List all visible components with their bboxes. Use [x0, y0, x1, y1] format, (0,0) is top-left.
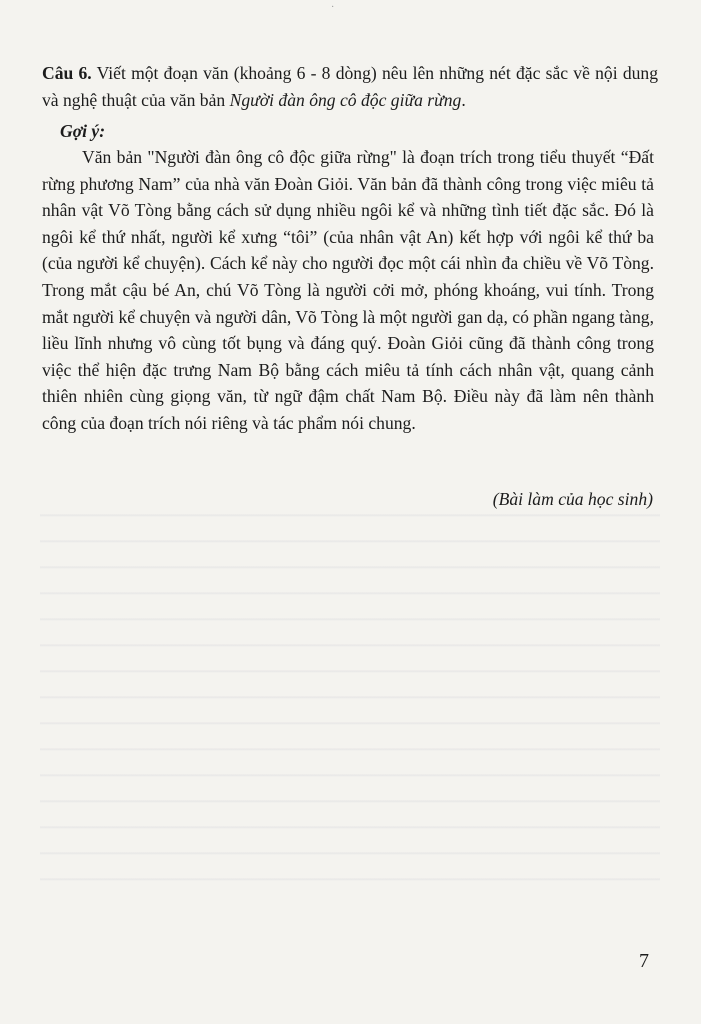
- question-text-start: Viết một đoạn văn (khoảng 6 - 8 dòng) nêu lên những nét đặc sắc về nội dung và nghệ thuật của văn bản: [42, 63, 659, 110]
- signature: (Bài làm của học sinh): [492, 489, 653, 509]
- hint-label: Gợi ý:: [60, 121, 106, 141]
- question-label: Câu 6.: [42, 63, 92, 83]
- answer-paragraph: Văn bản "Người đàn ông cô độc giữa rừng" là đoạn trích trong tiểu thuyết “Đất rừng phương Nam” của nhà văn Đoàn Giỏi. Văn bản đã thành công trong việc miêu tả nhân vật Võ Tòng bằng cách sử dụng nhiều ngôi kể và những tình tiết đặc sắc. Đó là ngôi kể thứ nhất, người kể xưng “tôi” (của nhân vật An) kết hợp với ngôi kể thứ ba (của người kể chuyện). Cách kể này cho người đọc một cái nhìn đa chiều về Võ Tòng. Trong mắt cậu bé An, chú Võ Tòng là người cởi mở, phóng khoáng, vui tính. Trong mắt người kể chuyện và người dân, Võ Tòng là một người gan dạ, có phần ngang tàng, liều lĩnh nhưng vô cùng tốt bụng và đáng quý. Đoàn Giỏi cũng đã thành công trong việc thể hiện đặc trưng Nam Bộ bằng cách miêu tả tính cách nhân vật, quang cảnh thiên nhiên cùng giọng văn, từ ngữ đậm chất Nam Bộ. Điều này đã làm nên thành công của đoạn trích nói riêng và tác phẩm nói chung.: [42, 147, 654, 433]
- work-title: Người đàn ông cô độc giữa rừng: [229, 90, 462, 110]
- scan-mark: ·: [331, 2, 335, 13]
- show-through-texture: [40, 500, 660, 900]
- page-number: 7: [639, 950, 649, 972]
- question-text-end: .: [461, 90, 466, 110]
- question-6: [42, 60, 658, 114]
